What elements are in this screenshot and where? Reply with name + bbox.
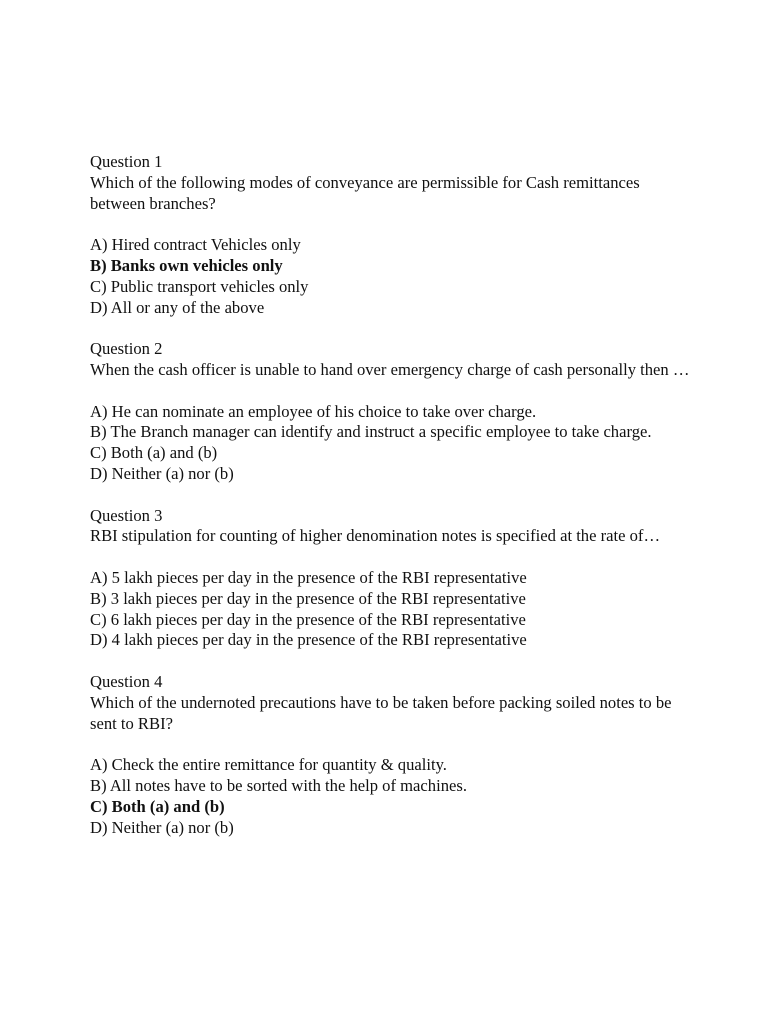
option-a: A) Check the entire remittance for quantity & quality.	[90, 755, 447, 775]
question-title: Question 1	[90, 152, 163, 171]
option-d: D) 4 lakh pieces per day in the presence of the RBI representative	[90, 630, 527, 650]
option-c: C) Public transport vehicles only	[90, 276, 309, 296]
question-text: Which of the following modes of conveyance are permissible for Cash remittances between branches?	[90, 172, 640, 213]
option-c: C) Both (a) and (b)	[90, 796, 225, 816]
option-a: A) Hired contract Vehicles only	[90, 235, 301, 255]
question-title: Question 2	[90, 339, 163, 359]
option-d: D) Neither (a) nor (b)	[90, 463, 234, 483]
question-text: RBI stipulation for counting of higher denomination notes is specified at the rate of…	[90, 526, 661, 546]
question-title: Question 4	[90, 671, 163, 691]
option-d: D) All or any of the above	[90, 297, 265, 317]
question-2	[90, 339, 690, 485]
option-b: B) Banks own vehicles only	[90, 255, 283, 275]
option-b: B) 3 lakh pieces per day in the presence of the RBI representative	[90, 588, 526, 608]
option-c: C) Both (a) and (b)	[90, 443, 218, 463]
option-c: C) 6 lakh pieces per day in the presence of the RBI representative	[90, 609, 526, 629]
option-d: D) Neither (a) nor (b)	[90, 817, 234, 837]
question-text: Which of the undernoted precautions have to be taken before packing soiled notes to be sent to RBI?	[90, 692, 672, 733]
question-1	[90, 152, 690, 318]
question-3	[90, 506, 690, 652]
question-text: When the cash officer is unable to hand over emergency charge of cash personally then …	[90, 359, 690, 379]
document-page	[90, 152, 690, 859]
option-b: B) All notes have to be sorted with the help of machines.	[90, 775, 467, 795]
question-title: Question 3	[90, 505, 163, 525]
option-a: A) He can nominate an employee of his choice to take over charge.	[90, 401, 537, 421]
option-b: B) The Branch manager can identify and instruct a specific employee to take charge.	[90, 422, 652, 442]
question-4	[90, 672, 690, 838]
option-a: A) 5 lakh pieces per day in the presence of the RBI representative	[90, 567, 527, 587]
